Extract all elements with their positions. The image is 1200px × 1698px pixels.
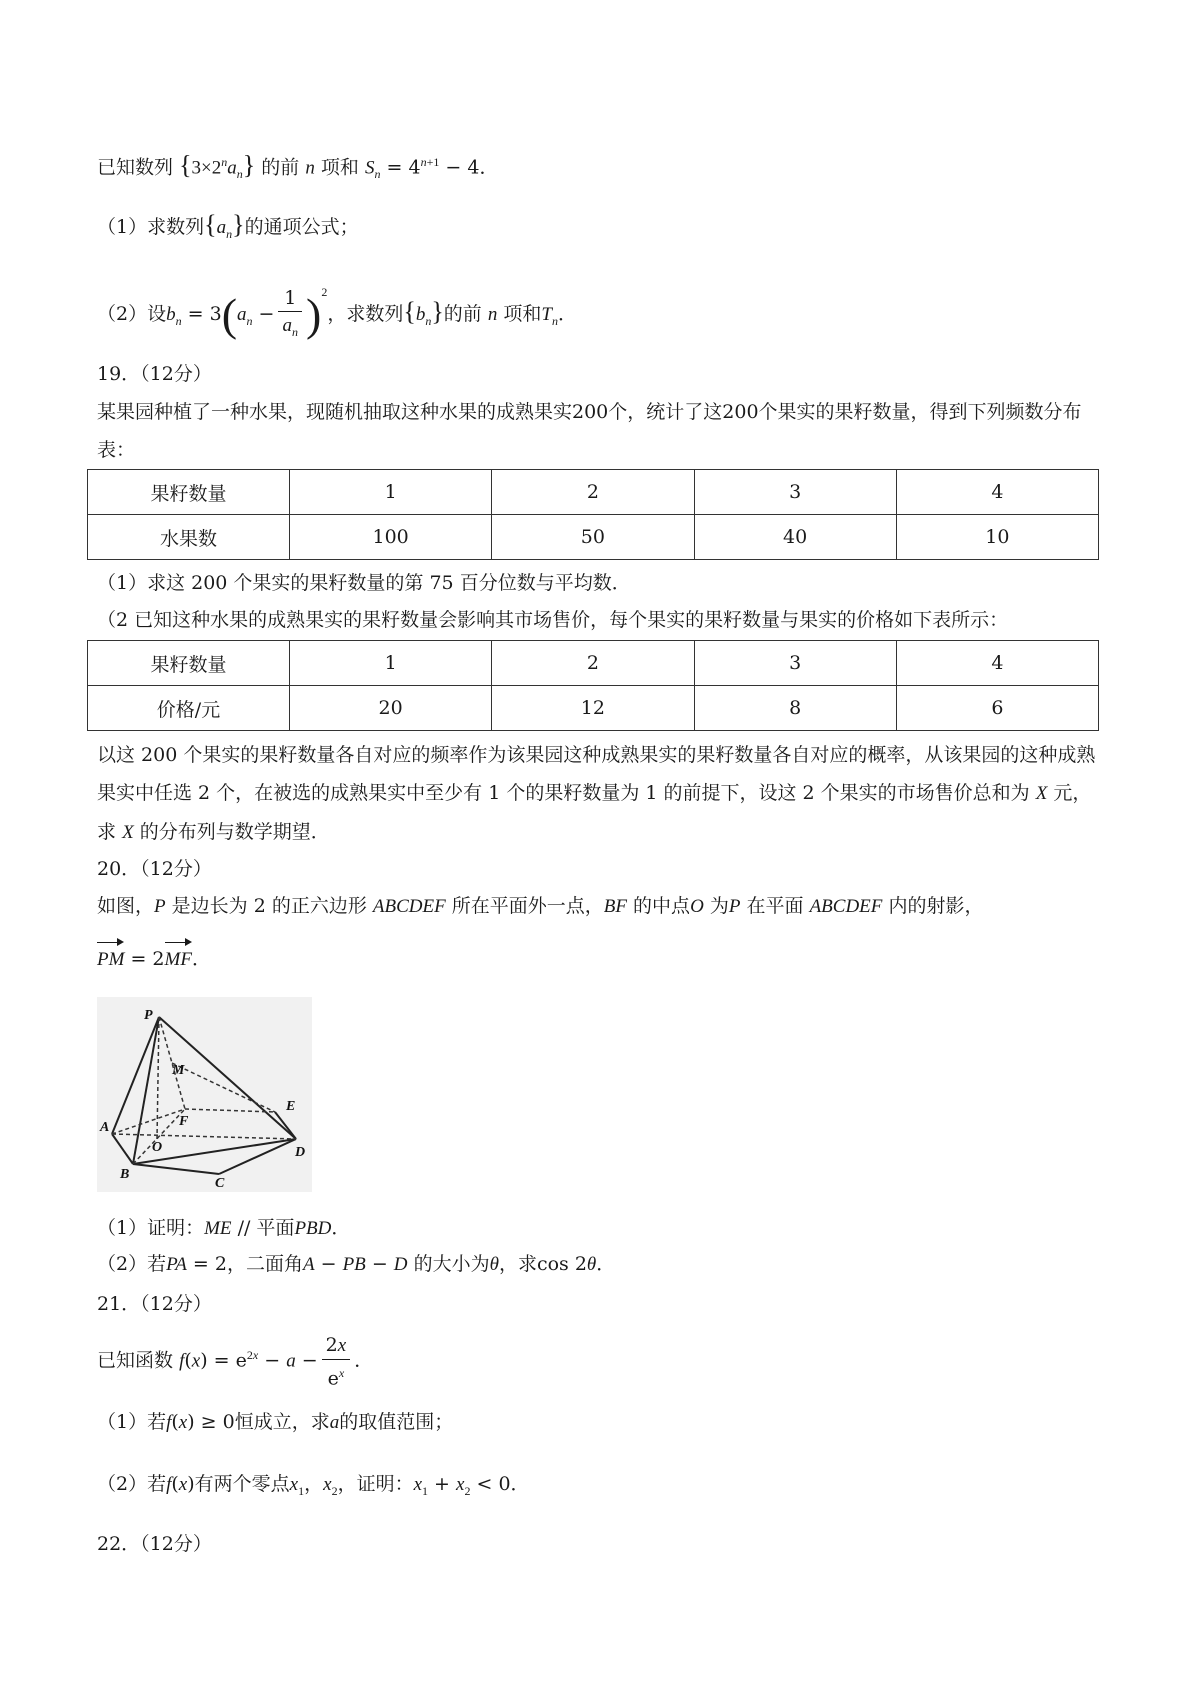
- q21-intro-text: 已知函数: [97, 1349, 174, 1372]
- q18-text-b: 的前: [261, 156, 300, 179]
- q19-part1: （1）求这 200 个果实的果籽数量的第 75 百分位数与平均数．: [97, 572, 631, 594]
- q18-p2-text: （2）设: [97, 303, 167, 325]
- frequency-table: [87, 469, 1099, 560]
- price-table: [87, 640, 1099, 731]
- q20-p2-text-c: 的大小为: [413, 1253, 490, 1275]
- q19-header: 19．（12分）: [97, 363, 212, 385]
- table-cell: 10: [896, 515, 1098, 560]
- q21-p1-text: （1）若: [97, 1411, 167, 1433]
- q19-part2: （2 已知这种水果的成熟果实的果籽数量会影响其市场售价，每个果实的果籽数量与果实的价格如下表所示：: [97, 609, 1009, 631]
- table-row: [88, 470, 1099, 515]
- q21-p2-end: ．: [510, 1473, 530, 1495]
- table-row: [88, 515, 1099, 560]
- fraction-2x-over-ex: $\frac{2x}{e^x}$: [322, 1332, 351, 1391]
- table-cell: 4: [896, 641, 1098, 686]
- q19-after-text-b: 元，求: [97, 782, 1092, 843]
- table-cell: 100: [290, 515, 492, 560]
- seq-expression: 3×2: [191, 157, 222, 179]
- q20-stem-g: 内的射影，: [888, 895, 984, 917]
- q20-p2-end: ．: [596, 1253, 616, 1275]
- q18-p1-text-b: 的通项公式；: [244, 216, 359, 238]
- q19-after: 以这 200 个果实的果籽数量各自对应的频率作为该果园这种成熟果实的果籽数量各自对应的概率，从该果园的这种成熟果实中任选 2 个，在被选的成熟果实中至少有 1 个的果籽数量为 1 的前提下，设这 2 个果实的市场售价总和为 X 元，求 X 的分布列与数学期望．: [97, 744, 1096, 843]
- table-cell: 1: [290, 470, 492, 515]
- q19-stem: 某果园种植了一种水果，现随机抽取这种水果的成熟果实200个，统计了这200个果实的果籽数量，得到下列频数分布表：: [97, 401, 1082, 461]
- figure-label: E: [286, 1099, 296, 1114]
- figure-label: C: [215, 1176, 225, 1191]
- q20-stem-c: 所在平面外一点，: [451, 895, 604, 917]
- q20-part2: （2）若PA = 2，二面角A − PB − D 的大小为θ，求cos 2θ．: [97, 1253, 616, 1275]
- q20-stem-a: 如图，: [97, 895, 155, 917]
- table-cell: 水果数: [88, 515, 290, 560]
- q18-intro: 已知数列 $\{3\times 2^na_n\}$ 的前 n 项和 $S_n = 4^{n+1} - 4$．: [97, 150, 499, 182]
- q20-header: 20．（12分）: [97, 858, 212, 880]
- q18-p2-end: ．: [558, 303, 578, 325]
- table-cell: 20: [290, 686, 492, 731]
- q18-p1-text: （1）求数列: [97, 216, 205, 238]
- q18-p2-text-d: 项和: [503, 303, 542, 325]
- pyramid-diagram: [97, 997, 312, 1192]
- q21-p1-text-b: 恒成立，求: [234, 1411, 330, 1433]
- q20-p2-text: （2）若: [97, 1253, 167, 1275]
- table-cell: 12: [492, 686, 694, 731]
- table-cell: 3: [694, 470, 896, 515]
- table-cell: 40: [694, 515, 896, 560]
- q20-stem: 如图，P 是边长为 2 的正六边形 ABCDEF 所在平面外一点，BF 的中点O 为P 在平面 ABCDEF 内的射影，: [97, 895, 984, 917]
- q21-part1: （1）若f(x) ≥ 0恒成立，求a的取值范围；: [97, 1411, 454, 1433]
- figure-label: P: [144, 1008, 153, 1023]
- q20-p2-text-b: ，二面角: [226, 1253, 303, 1275]
- q20-p1-text: （1）证明：: [97, 1217, 205, 1239]
- figure-label: A: [100, 1120, 110, 1135]
- figure-label: B: [120, 1167, 130, 1182]
- q20-stem-f: 在平面: [746, 895, 804, 917]
- table-cell: 2: [492, 641, 694, 686]
- q21-p1-text-c: 的取值范围；: [339, 1411, 454, 1433]
- q20-vector-relation: PM = 2MF．: [97, 945, 211, 974]
- q18-intro-text: 已知数列: [97, 156, 174, 179]
- q19-after-text: 以这 200 个果实的果籽数量各自对应的频率作为该果园这种成熟果实的果籽数量各自对应的概率，从该果园的这种成熟果实中任选 2 个，在被选的成熟果实中至少有 1 个的果籽数量为 1 的前提下，设这 2 个果实的市场售价总和为: [97, 744, 1096, 804]
- q18-text-c: 项和: [320, 156, 359, 179]
- q21-header: 21．（12分）: [97, 1293, 212, 1315]
- q20-stem-b: 是边长为 2 的正六边形: [171, 895, 367, 917]
- table-cell: 8: [694, 686, 896, 731]
- q18-p2-text-c: 的前: [443, 303, 482, 325]
- table-cell: 4: [896, 470, 1098, 515]
- q18-end: ．: [479, 156, 499, 179]
- fraction-1-over-an: $\frac{1}{a_n}$: [278, 285, 302, 345]
- table-cell: 2: [492, 470, 694, 515]
- table-cell: 价格/元: [88, 686, 290, 731]
- table-cell: 果籽数量: [88, 641, 290, 686]
- q21-part2: （2）若f(x)有两个零点$x_1$，$x_2$，证明：$x_1 + x_2 < 0$．: [97, 1473, 530, 1498]
- table-cell: 3: [694, 641, 896, 686]
- figure-label: O: [152, 1140, 163, 1155]
- table-row: [88, 641, 1099, 686]
- q18-p2-text-b: ，求数列: [327, 303, 404, 325]
- q20-part1: （1）证明：ME // 平面PBD．: [97, 1217, 351, 1239]
- q20-p1-end: ．: [331, 1217, 351, 1239]
- table-cell: 1: [290, 641, 492, 686]
- q18-part1: （1）求数列$\{a_n\}$的通项公式；: [97, 210, 359, 241]
- figure-label: F: [179, 1114, 189, 1129]
- q20-p2-text-d: ，求: [498, 1253, 537, 1275]
- q20-p1-text-b: 平面: [256, 1217, 295, 1239]
- q21-p2-text: （2）若: [97, 1473, 167, 1495]
- table-cell: 果籽数量: [88, 470, 290, 515]
- q21-intro: 已知函数 $f(x) = e^{2x} - a$ − $\frac{2x}{e^x}$ ．: [97, 1333, 374, 1389]
- q21-p2-text-b: 有两个零点: [194, 1473, 290, 1495]
- table-cell: 50: [492, 515, 694, 560]
- table-row: [88, 686, 1099, 731]
- figure-label: D: [295, 1145, 306, 1160]
- q18-part2: （2）设$b_n = 3(a_n$ − $\frac{1}{a_n}$ )$^2$，求数列$\{b_n\}$的前 n 项和$T_n$．: [97, 262, 577, 351]
- pyramid-figure: [97, 997, 312, 1192]
- q21-p2-text-c: ，: [304, 1473, 324, 1495]
- q20-stem-e: 为: [709, 895, 729, 917]
- q21-p2-text-d: ，证明：: [337, 1473, 414, 1495]
- figure-label: M: [172, 1063, 185, 1078]
- q19-after-text-c: 的分布列与数学期望．: [139, 821, 330, 843]
- q22-header: 22．（12分）: [97, 1533, 212, 1555]
- q20-stem-d: 的中点: [633, 895, 691, 917]
- table-cell: 6: [896, 686, 1098, 731]
